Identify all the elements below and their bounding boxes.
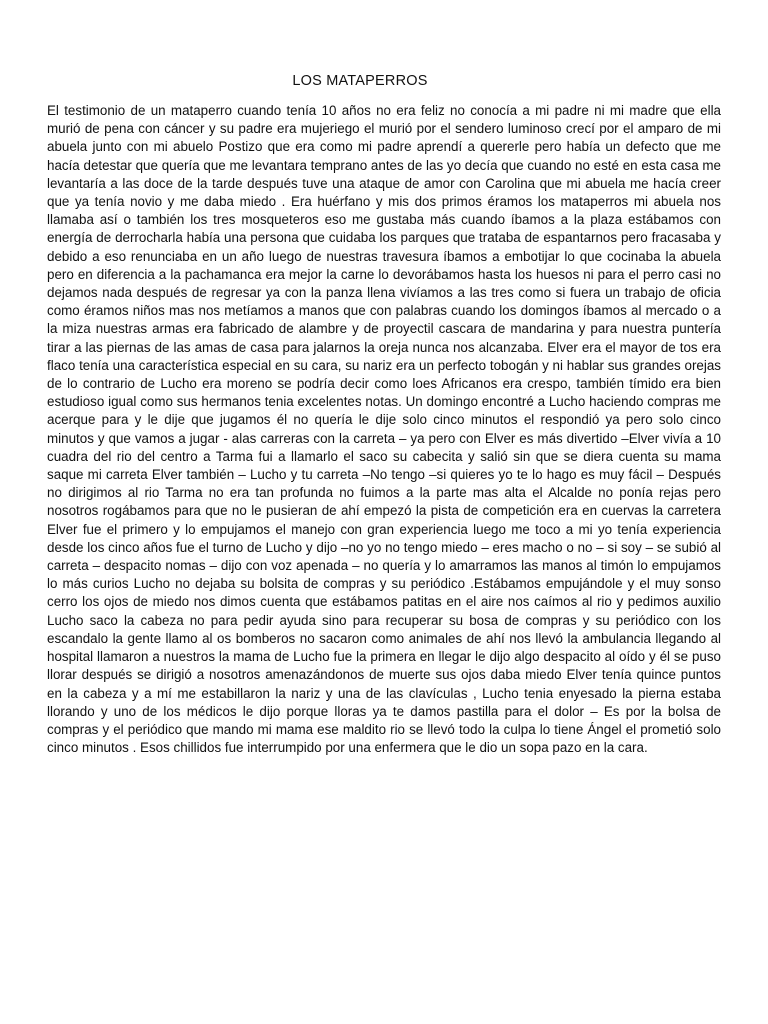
document-body-paragraph: El testimonio de un mataperro cuando tenía 10 años no era feliz no conocía a mi padre ni mi madre que ella murió de pena con cáncer y su padre era mujeriego el murió por el sendero luminoso crecí por el amparo de mi abuela junto con mi abuelo Postizo que era como mi padre aprendí a quererle pero había un defecto que me hacía detestar que quería que me levantara temprano antes de las yo decía que cuando no esté en esta casa me levantaría a las doce de la tarde después tuve una ataque de amor con Carolina que mi abuela me hacía creer que ya tenía novio y me daba miedo . Era huérfano y mis dos primos éramos los mataperros mi abuela nos llamaba así o también los tres mosqueteros eso me gustaba más cuando íbamos a la plaza estábamos con energía de derrocharla había una persona que cuidaba los parques que trataba de espantarnos pero fracasaba y debido a eso renunciaba en un año luego de nuestras travesura íbamos a embotijar lo que cocinaba la abuela pero en diferencia a la pachamanca era mejor la carne lo devorábamos hasta los huesos ni para el perro casi no dejamos nada después de regresar ya con la panza llena vivíamos a las tres como si fuera un trabajo de oficia como éramos niños mas nos metíamos a manos que con palabras cuando los domingos íbamos al mercado o a la miza nuestras armas era fabricado de alambre y de proyectil cascara de mandarina y para nuestra puntería tirar a las piernas de las amas de casa para jalarnos la oreja nunca nos alcanzaba. Elver era el mayor de tos era flaco tenía una característica especial en su cara, su nariz era un perfecto tobogán y ni hablar sus grandes orejas de lo contrario de Lucho era moreno se podría decir como loes Africanos era crespo, también tímido era bien estudioso igual como sus hermanos tenia excelentes notas. Un domingo encontré a Lucho haciendo compras me acerque para y le dije que jugamos él no quería le dije solo cinco minutos el respondió ya pero solo cinco minutos y que vamos a jugar - alas carreras con la carreta – ya pero con Elver es más divertido –Elver vivía a 10 cuadra del rio del centro a Tarma fui a llamarlo el saco su cabecita y salió sin que se diera cuenta su mama saque mi carreta Elver también – Lucho y tu carreta –No tengo –si quieres yo te lo hago es muy fácil – Después no dirigimos al rio Tarma no era tan profunda no fuimos a la parte mas alta el Alcalde no ponía rejas pero nosotros rogábamos para que no le pusieran de ahí empezó la pista de competición era en cuervas la carretera Elver fue el primero y lo empujamos el manejo con gran experiencia luego me toco a mi yo tenía experiencia desde los cinco años fue el turno de Lucho y dijo –no yo no tengo miedo – eres macho o no – si soy – se subió al carreta – despacito nomas – dijo con voz apenada – no quería y lo amarramos las manos al timón lo empujamos lo más curios Lucho no dejaba su bolsita de compras y su periódico .Estábamos empujándole y el muy sonso cerro los ojos de miedo nos dimos cuenta que estábamos patitas en el aire nos caímos al rio y pedimos auxilio Lucho saco la cabeza no para pedir ayuda sino para recuperar su bosa de compras y su periódico con los escandalo la gente llamo al os bomberos no sacaron como animales de ahí nos llevó la ambulancia llegando al hospital llamaron a nuestros la mama de Lucho fue la primera en llegar le dijo algo despacito al oído y él se puso llorar después se dirigió a nosotros amenazándonos de muerte sus ojos daba miedo Elver tenía quince puntos en la cabeza y a mí me estabillaron la nariz y una de las clavículas , Lucho tenia enyesado la pierna estaba llorando y uno de los médicos le dijo porque lloras ya te damos pastilla para el dolor – Es por la bolsa de compras y el periódico que mando mi mama ese maldito rio se llevó todo la culpa lo tiene Ángel el prometió solo cinco minutos . Esos chillidos fue interrumpido por una enfermera que le dio un sopa pazo en la cara. xyxy=(47,103,721,756)
document-title: LOS MATAPERROS xyxy=(292,73,428,89)
